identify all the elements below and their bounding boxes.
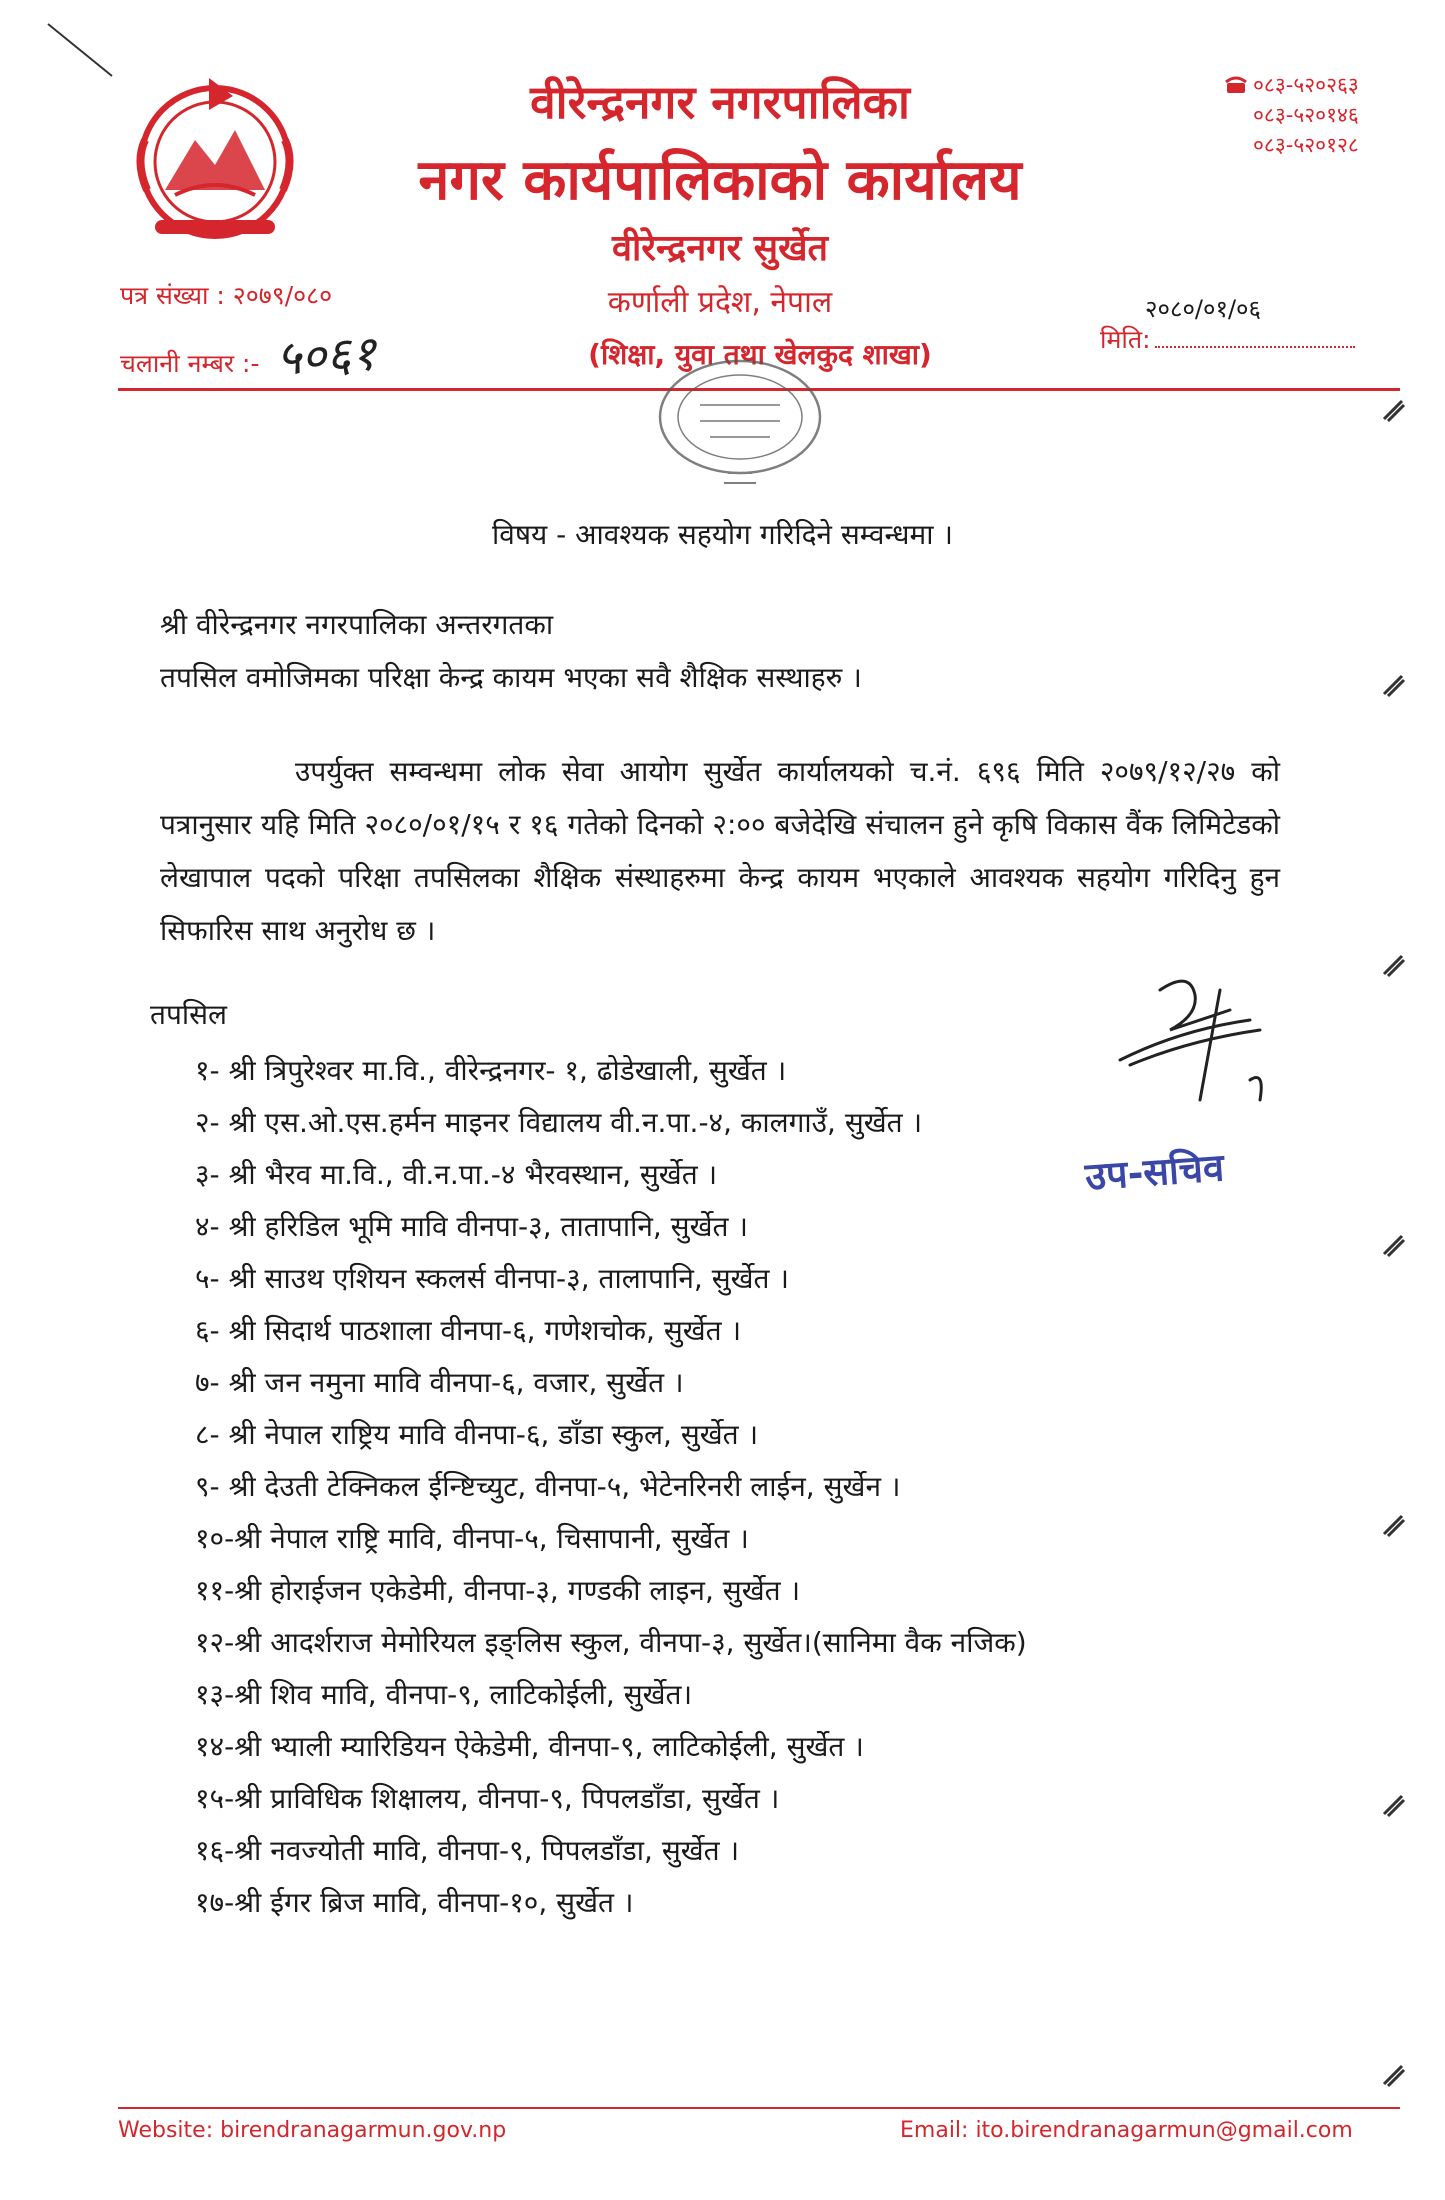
list-item: ३- श्री भैरव मा.वि., वी.न.पा.-४ भैरवस्थान, सुर्खेत । bbox=[195, 1158, 718, 1191]
phone-row-2 bbox=[1225, 100, 1425, 130]
municipality-name: वीरेन्द्रनगर नगरपालिका bbox=[530, 75, 910, 129]
list-item: १५-श्री प्राविधिक शिक्षालय, वीनपा-९, पिपलडाँडा, सुर्खेत । bbox=[195, 1782, 780, 1815]
list-item: १७-श्री ईगर ब्रिज मावि, वीनपा-१०, सुर्खेत । bbox=[195, 1886, 634, 1919]
list-item: ६- श्री सिदार्थ पाठशाला वीनपा-६, गणेशचोक, सुर्खेत । bbox=[195, 1314, 742, 1347]
office-stamp-icon bbox=[640, 355, 840, 495]
dispatch-number bbox=[120, 322, 375, 387]
province-name: कर्णाली प्रदेश, नेपाल bbox=[607, 285, 833, 320]
dispatch-label: चलानी नम्बर :- bbox=[120, 349, 260, 378]
handwritten-signature bbox=[1100, 970, 1330, 1120]
staple-mark-icon bbox=[1378, 1790, 1408, 1820]
list-item: ४- श्री हरिडिल भूमि मावि वीनपा-३, तातापानि, सुर्खेत । bbox=[195, 1210, 748, 1243]
date-label: मिति bbox=[1100, 325, 1143, 354]
staple-mark-icon bbox=[1378, 670, 1408, 700]
list-title: तपसिल bbox=[150, 998, 228, 1031]
date-field: मिति : bbox=[1100, 322, 1355, 356]
staple-mark-icon bbox=[1378, 1230, 1408, 1260]
addressee-line-1: श्री वीरेन्द्रनगर नगरपालिका अन्तरगतका bbox=[160, 608, 554, 641]
staple-mark-icon bbox=[1378, 395, 1408, 425]
signatory-title: उप-सचिव bbox=[1083, 1145, 1226, 1199]
reference-number: पत्र संख्या : २०७९/०८० bbox=[120, 281, 333, 310]
list-item: १- श्री त्रिपुरेश्वर मा.वि., वीरेन्द्रनगर- १, ढोडेखाली, सुर्खेत । bbox=[195, 1054, 787, 1087]
list-item: ५- श्री साउथ एशियन स्कलर्स वीनपा-३, तालापानि, सुर्खेत । bbox=[195, 1262, 790, 1295]
staple-mark-icon bbox=[1378, 2060, 1408, 2090]
date-dotted-line bbox=[1155, 326, 1355, 348]
corner-pen-mark bbox=[40, 20, 120, 80]
section-name: (शिक्षा, युवा तथा खेलकुद शाखा) bbox=[588, 338, 932, 371]
office-location: वीरेन्द्रनगर सुर्खेत bbox=[611, 228, 829, 269]
list-item: १४-श्री भ्याली म्यारिडियन ऐकेडेमी, वीनपा-९, लाटिकोईली, सुर्खेत । bbox=[195, 1730, 864, 1763]
footer-divider bbox=[118, 2107, 1400, 2109]
list-item: ९- श्री देउती टेक्निकल ईन्ष्टिच्युट, वीनपा-५, भेटेनरिनरी लाईन, सुर्खेन । bbox=[195, 1470, 901, 1503]
list-item: ८- श्री नेपाल राष्ट्रिय मावि वीनपा-६, डाँडा स्कुल, सुर्खेत । bbox=[195, 1418, 759, 1451]
office-name: नगर कार्यपालिकाको कार्यालय bbox=[418, 148, 1022, 213]
list-item: ७- श्री जन नमुना मावि वीनपा-६, वजार, सुर्खेत । bbox=[195, 1366, 684, 1399]
phone-number-2: ०८३-५२०१४६ bbox=[1253, 103, 1359, 127]
telephone-icon bbox=[1225, 76, 1247, 94]
addressee-line-2: तपसिल वमोजिमका परिक्षा केन्द्र कायम भएका सवै शैक्षिक सस्थाहरु । bbox=[160, 661, 862, 694]
list-item: १०-श्री नेपाल राष्ट्रि मावि, वीनपा-५, चिसापानी, सुर्खेत । bbox=[195, 1522, 749, 1555]
footer-email: Email: ito.birendranagarmun@gmail.com bbox=[900, 2118, 1353, 2143]
list-item: ११-श्री होराईजन एकेडेमी, वीनपा-३, गण्डकी लाइन, सुर्खेत । bbox=[195, 1574, 801, 1607]
phone-numbers bbox=[1225, 70, 1425, 160]
phone-number-3: ०८३-५२०१२८ bbox=[1253, 133, 1359, 157]
letter-body: उपर्युक्त सम्वन्धमा लोक सेवा आयोग सुर्खेत कार्यालयको च.नं. ६९६ मिति २०७९/१२/२७ को पत्रानुसार यहि मिति २०८०/०१/१५ र १६ गतेको दिनको २:०० बजेदेखि संचालन हुने कृषि विकास वैंक लिमिटेडको लेखापाल पदको परिक्षा तपसिलका शैक्षिक संस्थाहरुमा केन्द्र कायम भएकाले आवश्यक सहयोग गरिदिनु हुन सिफारिस साथ अनुरोध छ । bbox=[160, 755, 1280, 947]
list-item: २- श्री एस.ओ.एस.हर्मन माइनर विद्यालय वी.न.पा.-४, कालगाउँ, सुर्खेत । bbox=[195, 1106, 923, 1139]
date-value: २०८०/०१/०६ bbox=[1145, 295, 1262, 323]
list-item: १६-श्री नवज्योती मावि, वीनपा-९, पिपलडाँडा, सुर्खेत । bbox=[195, 1834, 740, 1867]
phone-number-1: ०८३-५२०२६३ bbox=[1253, 73, 1359, 97]
phone-row-1 bbox=[1225, 70, 1425, 100]
dispatch-value: ५०६१ bbox=[274, 325, 377, 387]
phone-row-3 bbox=[1225, 130, 1425, 160]
nepal-emblem-icon bbox=[125, 70, 305, 250]
list-item: १३-श्री शिव मावि, वीनपा-९, लाटिकोईली, सुर्खेत। bbox=[195, 1678, 693, 1711]
list-item: १२-श्री आदर्शराज मेमोरियल इङ्लिस स्कुल, वीनपा-३, सुर्खेत।(सानिमा वैक नजिक) bbox=[195, 1626, 1027, 1659]
staple-mark-icon bbox=[1378, 1510, 1408, 1540]
staple-mark-icon bbox=[1378, 950, 1408, 980]
footer-website: Website: birendranagarmun.gov.np bbox=[118, 2118, 507, 2143]
letter-subject: विषय - आवश्यक सहयोग गरिदिने सम्वन्धमा । bbox=[492, 518, 953, 551]
